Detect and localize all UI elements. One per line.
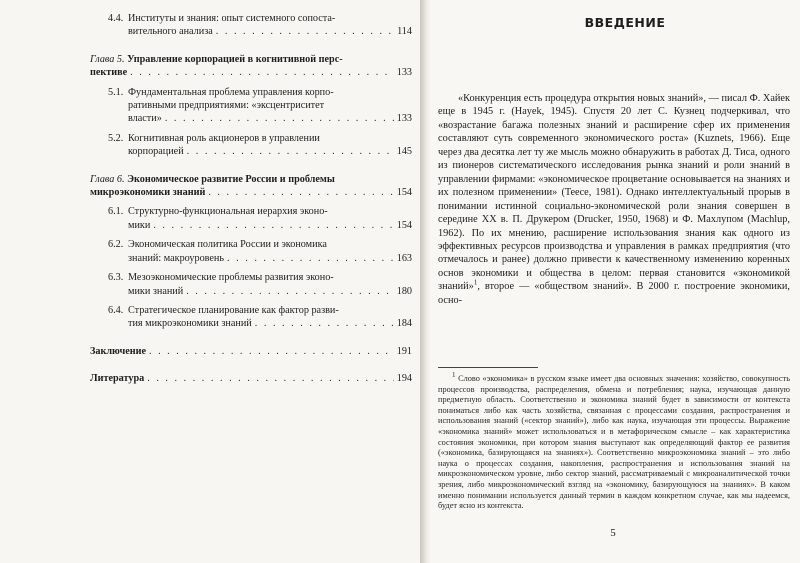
toc-text-last: вительного анализа <box>128 26 213 38</box>
section-heading: ВВЕДЕНИЕ <box>584 15 666 30</box>
body-text-part: , второе — «обществом знаний». В 2000 г. построение экономики, осно- <box>438 281 790 306</box>
toc-text: Когнитивная роль акционеров в управлении <box>128 132 320 144</box>
toc-text: Фундаментальная проблема управления корпо- ративными предприятиями: «эксцентриситет <box>128 86 334 112</box>
toc-conclusion <box>90 345 412 358</box>
footnote-number: 1 <box>452 371 456 380</box>
toc-text: Стратегическое планирование как фактор разви- <box>128 304 339 316</box>
toc-entry-4-4 <box>90 12 412 39</box>
toc-number: 6.1. <box>108 206 124 218</box>
footnote <box>438 371 790 512</box>
toc-page: 184 <box>396 318 412 330</box>
toc-number: 6.3. <box>108 272 124 284</box>
toc-page: 154 <box>396 187 412 199</box>
toc-page: 163 <box>396 252 412 264</box>
toc-entry-6-1 <box>90 205 412 232</box>
toc-page: 145 <box>396 146 412 158</box>
toc-text-last: власти» <box>128 113 162 125</box>
toc-number: 6.4. <box>108 304 124 316</box>
toc-page: 154 <box>396 219 412 231</box>
footnote-rule <box>438 367 538 368</box>
toc-text-last: тия микроэкономики знаний <box>128 318 252 330</box>
toc-entry-6-2 <box>90 238 412 265</box>
toc-page: 114 <box>397 26 412 38</box>
toc-text-last: пективе <box>90 67 128 79</box>
toc-number: 6.2. <box>108 239 124 251</box>
toc-text: Экономическая политика России и экономика <box>128 239 327 251</box>
right-page <box>430 0 800 563</box>
toc-text-last: микроэкономики знаний <box>90 187 206 199</box>
toc-text-last: Литература <box>90 373 145 385</box>
toc-number: 5.1. <box>108 86 124 98</box>
toc-entry-6-3 <box>90 271 412 298</box>
chapter-label: Глава 6. <box>90 173 125 185</box>
body-text-part: «Конкуренция есть процедура открытия новых знаний», — писал Ф. Хайек еще в 1945 г. (Hayek, 1945). Спустя 20 лет С. Кузнец подчеркивал, что «возрастание багажа полезных знаний и расширение сфер их применения составляют суть современного экономического роста» (Kuznets, 1966). Еще через два десятка лет ту же мысль можно обнаружить в работах Д. Тиса, одного из пионеров систематического исследования рынка знаний и роли знаний в управлении фирмами: «экономическое процветание основывается на знаниях и их полезном применении» (Teece, 1981). Однако интеллектуальный прорыв в понимании истинной социально-экономической роли знания совершен в середине XX в. П. Друкером (Drucker, 1950, 1968) и Ф. Махлупом (Machlup, 1962). По их мнению, расширение использования знания как одного из эффективных ресурсов производства и управления в рамках предприятия (что отмечалось и ранее) должно привести к качественному изменению коренных основ экономики и общества в целом: первая становится «экономикой знаний» <box>438 93 790 293</box>
toc-text: Мезоэкономические проблемы развития эконо- <box>128 272 334 284</box>
chapter-title: Экономическое развитие России и проблемы <box>127 173 335 185</box>
toc-chapter-5 <box>90 53 412 80</box>
toc-chapter-6 <box>90 173 412 200</box>
toc-text-last: знаний: макроуровень <box>128 252 225 264</box>
body-paragraph <box>438 92 790 307</box>
toc-references <box>90 372 412 385</box>
toc-text: Структурно-функциональная иерархия эконо- <box>128 206 328 218</box>
toc-text-last: Заключение <box>90 345 146 357</box>
toc-page: 133 <box>396 67 412 79</box>
toc-text-last: мики <box>128 219 151 231</box>
toc-entry-5-2 <box>90 132 412 159</box>
toc-page: 191 <box>396 345 412 357</box>
toc-text: Институты и знания: опыт системного сопоста- <box>128 13 336 24</box>
toc-page: 133 <box>396 113 412 125</box>
toc-number: 4.4. <box>108 13 124 24</box>
table-of-contents <box>90 12 412 386</box>
page-number: 5 <box>610 527 616 539</box>
toc-page: 180 <box>396 285 412 297</box>
footnote-text: Слово «экономика» в русском языке имеет два основных значения: хозяйство, совокупность процессов производства, распределения, обмена и потребления; наука, изучающая данную предметную область. Соответственно и экономика знаний будет в зависимости от контекста пониматься либо как часть хозяйства, связанная с процессами создания, распространения и использования знаний («сектор знаний»), либо как наука, изучающая эти процессы. Выражение «экономика знаний» может использоваться и в метафорическом смысле – как характеристика состояния экономики, при котором знания выступают как определяющий фактор ее развития («экономика, базирующаяся на знаниях»). Соответственно микроэкономика знаний – это либо наука о процессах создания, накопления, распространения и использования знаний на микроэкономическом уровне, либо сектор знаний, рассматриваемый с микроаналитической точки зрения, либо микроэкономический взгляд на «экономику, базирующуюся на знаниях». В каком именно понимании используется данный термин в каждом конкретном случае, как мы надеемся, будет ясно из контекста. <box>438 374 790 511</box>
toc-text-last: корпорацией <box>128 146 184 158</box>
toc-text-last: мики знаний <box>128 285 184 297</box>
chapter-label: Глава 5. <box>90 53 125 65</box>
toc-entry-5-1 <box>90 86 412 126</box>
chapter-title: Управление корпорацией в когнитивной перс- <box>127 53 343 65</box>
footnote-marker: 1 <box>473 278 478 287</box>
toc-page: 194 <box>396 373 412 385</box>
toc-number: 5.2. <box>108 132 124 144</box>
toc-entry-6-4 <box>90 304 412 331</box>
